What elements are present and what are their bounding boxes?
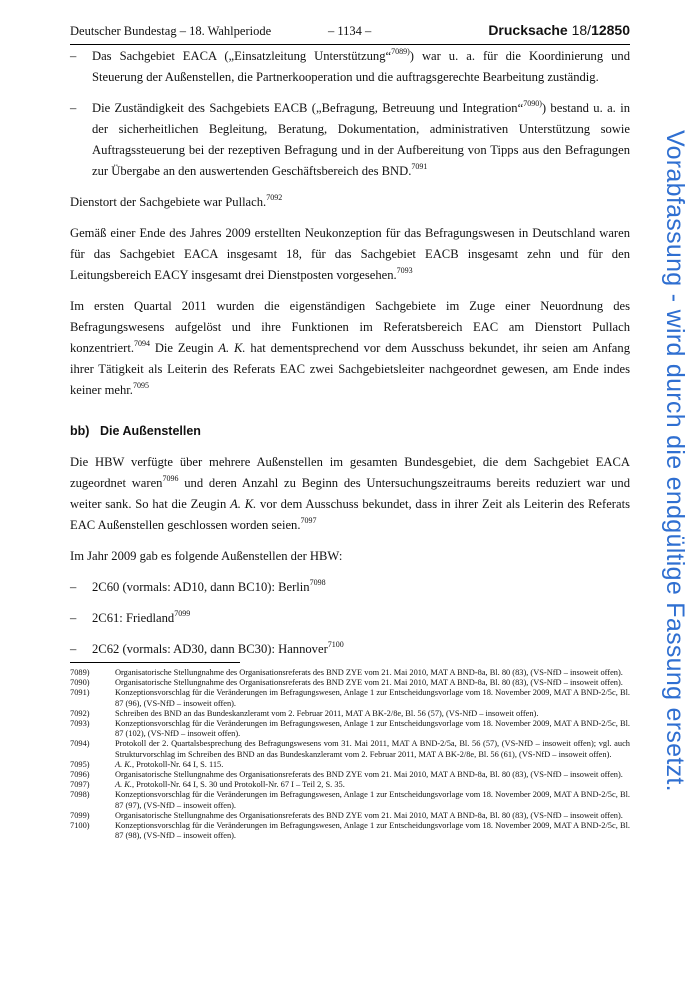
footnote-text: Schreiben des BND an das Bundeskanzleramt vom 2. Februar 2011, MAT A BK-2/8e, Bl. 56 (57), (VS-NfD – insoweit offen). bbox=[115, 708, 539, 718]
footnote-text: Konzeptionsvorschlag für die Veränderungen im Befragungswesen, Anlage 1 zur Entscheidungsvorlage vom 18. November 2009, MAT A BND-2/5c, Bl. 87 (97), (VS-NfD – insoweit offen). bbox=[115, 790, 630, 810]
footnote-text: Organisatorische Stellungnahme des Organisationsreferats des BND ZYE vom 21. Mai 2010, MAT A BND-8a, Bl. 80 (83), (VS-NfD – insoweit offen). bbox=[115, 810, 623, 820]
footnote bbox=[70, 790, 630, 810]
footnote-ref[interactable]: 7100 bbox=[327, 639, 344, 649]
page-number: – 1134 – bbox=[328, 24, 372, 38]
doc-num-b: 12850 bbox=[591, 22, 630, 38]
footnote-number: 7092) bbox=[70, 708, 90, 718]
paragraph-dienstort bbox=[70, 192, 630, 213]
footnote-text: Organisatorische Stellungnahme des Organisationsreferats des BND ZYE vom 21. Mai 2010, MAT A BND-8a, Bl. 80 (83), (VS-NfD – insoweit offen). bbox=[115, 668, 623, 677]
section-title: Die Außenstellen bbox=[100, 424, 201, 438]
footnote-number: 7094) bbox=[70, 739, 90, 749]
witness-name: A. K. bbox=[218, 341, 246, 355]
paragraph-text: vor dem Ausschuss bekundet, dass in ihrer Zeit als Leiterin des Referats EAC Außenstellen geschlossen worden seien. bbox=[70, 497, 630, 532]
footnote-number: 7089) bbox=[70, 668, 90, 677]
witness-name: A. K. bbox=[230, 497, 257, 511]
footnote-ref[interactable]: 7093 bbox=[396, 265, 413, 275]
footnote bbox=[70, 678, 630, 688]
footnote-ref[interactable]: 7097 bbox=[300, 515, 317, 525]
footnote-text: Konzeptionsvorschlag für die Veränderungen im Befragungswesen, Anlage 1 zur Entscheidungsvorlage vom 18. November 2009, MAT A BND-2/5c, Bl. 87 (96), (VS-NfD – insoweit offen). bbox=[115, 688, 630, 708]
footnote-number: 7097) bbox=[70, 780, 90, 790]
list-item-text: 2C62 (vormals: AD30, dann BC30): Hannover bbox=[92, 642, 328, 656]
footnote bbox=[70, 821, 630, 841]
header-parliament: Deutscher Bundestag – 18. Wahlperiode bbox=[70, 24, 272, 38]
doc-label: Drucksache bbox=[488, 22, 568, 38]
page-header bbox=[70, 22, 630, 45]
list-item bbox=[70, 577, 630, 598]
paragraph-text: Die HBW verfügte über mehrere Außenstellen im gesamten Bundesgebiet, die dem Sachgebiet EACA zugeordnet waren bbox=[70, 455, 630, 490]
footnote-text: Konzeptionsvorschlag für die Veränderungen im Befragungswesen, Anlage 1 zur Entscheidungsvorlage vom 18. November 2009, MAT A BND-2/5c, Bl. 87 (102), (VS-NfD – insoweit offen). bbox=[115, 719, 630, 739]
bullet-text: ) war u. a. für die Koordinierung und Steuerung der Außenstellen, die Partnerkooperation und die auftragsgerechte Bearbeitung zuständig. bbox=[92, 49, 630, 84]
paragraph-neukonzeption bbox=[70, 223, 630, 286]
doc-num-a: 18/ bbox=[571, 22, 592, 38]
footnote-ref[interactable]: 7090) bbox=[523, 98, 542, 108]
bullet-eaca bbox=[70, 46, 630, 88]
footnote-ref[interactable]: 7098 bbox=[309, 577, 326, 587]
footnote bbox=[70, 719, 630, 739]
footnote-ref[interactable]: 7095 bbox=[132, 380, 149, 390]
footnote-number: 7098) bbox=[70, 790, 90, 800]
footnote-text: Konzeptionsvorschlag für die Veränderungen im Befragungswesen, Anlage 1 zur Entscheidungsvorlage vom 18. November 2009, MAT A BND-2/5c, Bl. 87 (98), (VS-NfD – insoweit offen). bbox=[115, 821, 630, 841]
bullet-text: ) bestand u. a. in der sicherheitlichen Begleitung, Beratung, Dokumentation, administrativen Unterstützung sowie Auftragssteuerung bei der rezeptiven Befragung und in der Aufbereitung von Tipps aus den Befragungen zur Übergabe an den auswertenden Geschäftsbereich des BND. bbox=[92, 101, 630, 178]
paragraph-text: Dienstort der Sachgebiete war Pullach. bbox=[70, 195, 267, 209]
paragraph-text: Gemäß einer Ende des Jahres 2009 erstellten Neukonzeption für das Befragungswesen in Deutschland waren für das Sachgebiet EACA insgesamt 18, für das Sachgebiet EACB insgesamt zehn und für den Leitungsbereich EACY insgesamt drei Dienstposten vorgesehen. bbox=[70, 226, 630, 282]
footnote-ref[interactable]: 7092 bbox=[266, 192, 283, 202]
footnote-text: , Protokoll-Nr. 64 I, S. 30 und Protokoll-Nr. 67 I – Teil 2, S. 35. bbox=[131, 780, 345, 790]
footnotes bbox=[70, 668, 630, 841]
paragraph-text: Die Zeugin bbox=[150, 341, 219, 355]
footnote-number: 7100) bbox=[70, 821, 90, 831]
list-item bbox=[70, 639, 630, 660]
footnote-text: , Protokoll-Nr. 64 I, S. 115. bbox=[131, 759, 224, 769]
footnote-ref[interactable]: 7099 bbox=[174, 608, 191, 618]
section-heading bbox=[70, 421, 630, 442]
footnote-number: 7093) bbox=[70, 719, 90, 729]
footnote bbox=[70, 668, 630, 678]
dash: – bbox=[70, 49, 77, 63]
footnote-ref[interactable]: 7089) bbox=[391, 46, 410, 56]
section-number: bb) bbox=[70, 424, 90, 438]
footnote bbox=[70, 811, 630, 821]
dash: – bbox=[70, 642, 77, 656]
footnote-number: 7091) bbox=[70, 688, 90, 698]
footnote bbox=[70, 709, 630, 719]
list-item bbox=[70, 608, 630, 629]
list-item-text: 2C61: Friedland bbox=[92, 611, 175, 625]
footnote-ref[interactable]: 7091 bbox=[411, 161, 428, 171]
paragraph-text: und deren Anzahl zu Beginn des Untersuchungszeitraums bereits reduziert war und weiter sank. So hat die Zeugin bbox=[70, 476, 630, 511]
footnote-divider bbox=[70, 662, 240, 663]
dash: – bbox=[70, 611, 77, 625]
dash: – bbox=[70, 101, 77, 115]
footnote-number: 7095) bbox=[70, 759, 90, 769]
footnote-text: Organisatorische Stellungnahme des Organisationsreferats des BND ZYE vom 21. Mai 2010, MAT A BND-8a, Bl. 80 (83), (VS-NfD – insoweit offen). bbox=[115, 678, 623, 688]
footnote-text: Organisatorische Stellungnahme des Organisationsreferats des BND ZYE vom 21. Mai 2010, MAT A BND-8a, Bl. 80 (83), (VS-NfD – insoweit offen). bbox=[115, 770, 623, 780]
footnote-ref[interactable]: 7094 bbox=[134, 338, 150, 348]
paragraph-text: hat dementsprechend vor dem Ausschuss bekundet, ihr seien am Anfang ihrer Tätigkeit als Leiterin des Referats EAC zwei Sachgebietsleiter nachgeordnet gewesen, am Ende indes keiner mehr. bbox=[70, 341, 630, 397]
footnote bbox=[70, 760, 630, 770]
paragraph-neuordnung bbox=[70, 296, 630, 401]
footnote bbox=[70, 780, 630, 790]
footnote-number: 7096) bbox=[70, 770, 90, 780]
draft-watermark bbox=[649, 130, 689, 860]
footnote-text: Protokoll der 2. Quartalsbesprechung des Befragungswesens vom 31. Mai 2011, MAT A BND-2/5a, Bl. 56 (57), (VS-NfD – insoweit offen); vgl. auch Strukturvorschlag im Schreiben des BND an das Bundeskanzleramt vom 2. Februar 2011, MAT A BK-2/8e, Bl. 56 (61), (VS-NfD – insoweit offen). bbox=[115, 739, 630, 759]
footnote-witness: A. K. bbox=[115, 759, 132, 769]
paragraph-list-intro bbox=[70, 546, 630, 567]
footnote-number: 7099) bbox=[70, 810, 90, 820]
paragraph-text: Im Jahr 2009 gab es folgende Außenstellen der HBW: bbox=[70, 549, 343, 563]
document-body bbox=[70, 46, 630, 670]
footnote bbox=[70, 770, 630, 780]
watermark-text: Vorabfassung - wird durch die endgültige Fassung ersetzt. bbox=[661, 130, 689, 792]
footnote-number: 7090) bbox=[70, 678, 90, 688]
bullet-text: Das Sachgebiet EACA („Einsatzleitung Unterstützung“ bbox=[92, 49, 392, 63]
dash: – bbox=[70, 580, 77, 594]
footnote-ref[interactable]: 7096 bbox=[162, 473, 179, 483]
document-number bbox=[488, 22, 630, 38]
paragraph-text: Im ersten Quartal 2011 wurden die eigenständigen Sachgebiete im Zuge einer Neuordnung des Befragungswesens aufgelöst und ihre Funktionen im Referatsbereich EAC am Dienstort Pullach konzentriert. bbox=[70, 299, 630, 355]
list-item-text: 2C60 (vormals: AD10, dann BC10): Berlin bbox=[92, 580, 310, 594]
paragraph-aussenstellen bbox=[70, 452, 630, 536]
footnote-witness: A. K. bbox=[115, 780, 132, 790]
bullet-text: Die Zuständigkeit des Sachgebiets EACB („Befragung, Betreuung und Integration“ bbox=[92, 101, 524, 115]
bullet-eacb bbox=[70, 98, 630, 182]
footnote bbox=[70, 739, 630, 759]
footnote bbox=[70, 688, 630, 708]
